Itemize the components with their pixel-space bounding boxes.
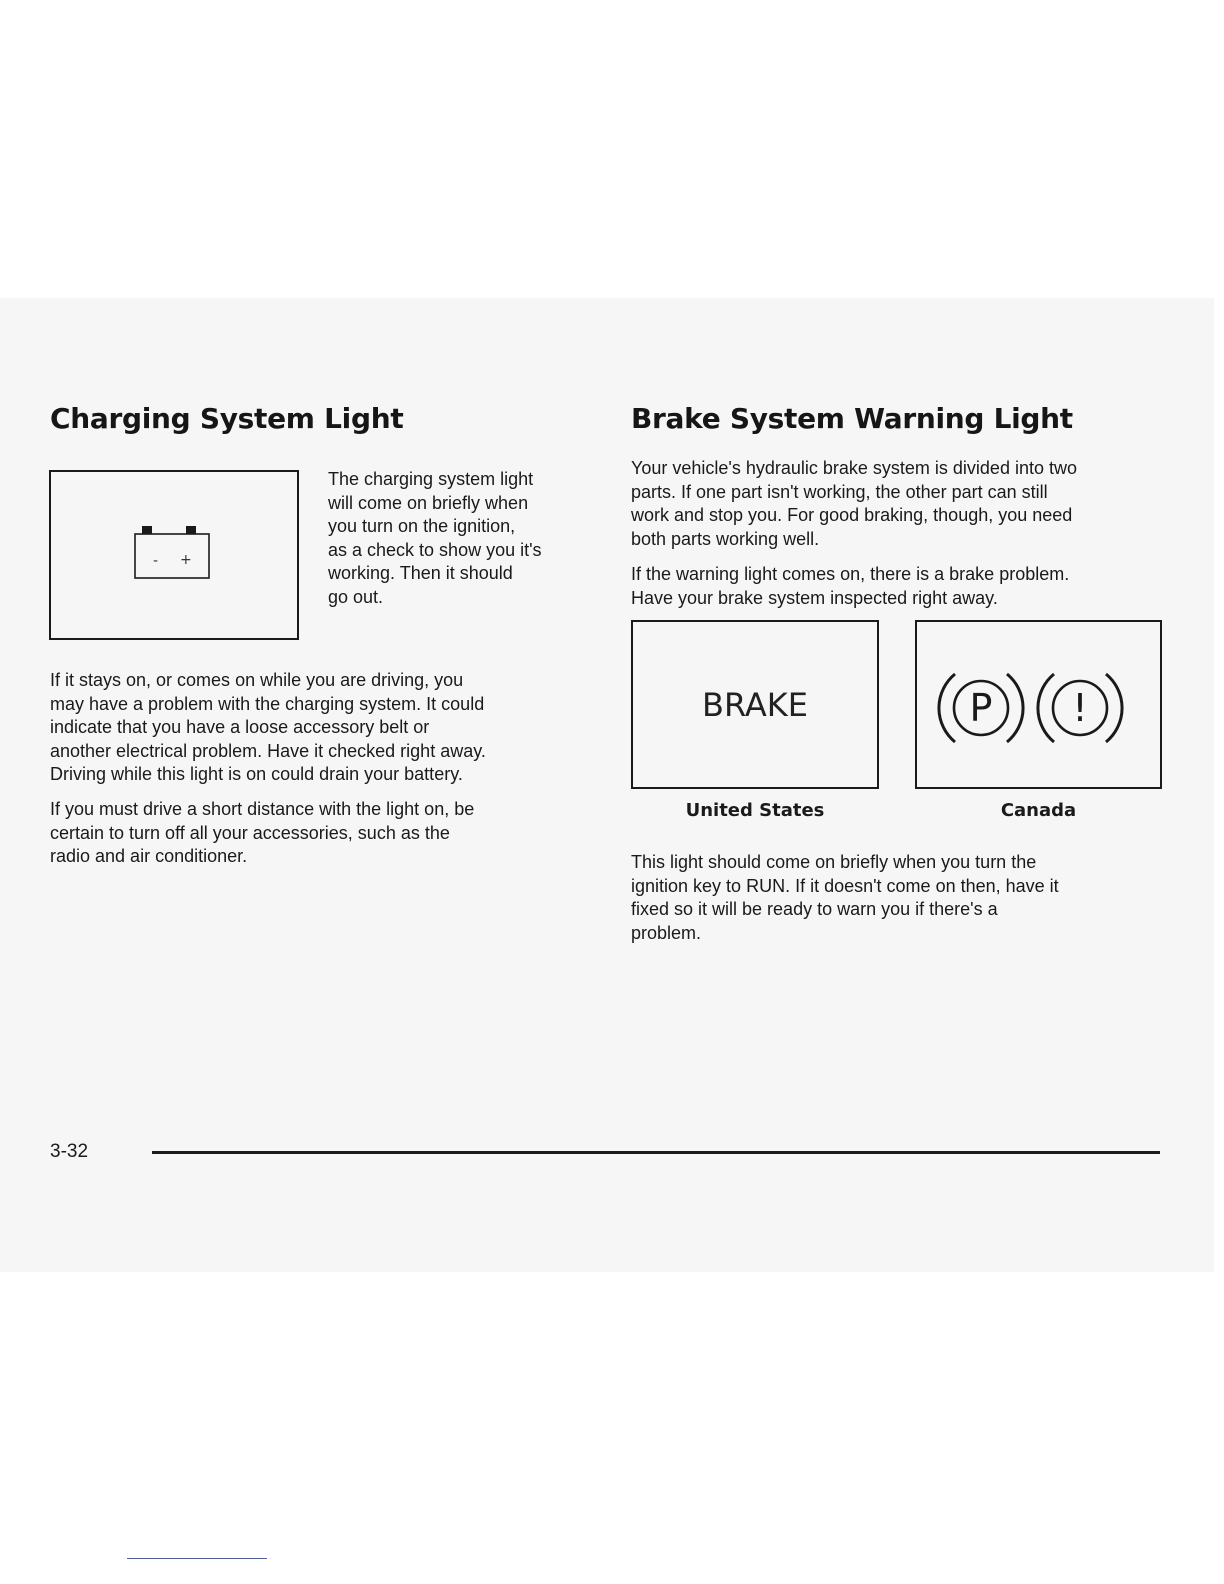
battery-icon [49, 470, 299, 640]
text-line: If the warning light comes on, there is a brake problem. [631, 564, 1070, 584]
page-number: 3-32 [50, 1141, 89, 1162]
parking-brake-icon [915, 620, 1162, 789]
text-line: work and stop you. For good braking, though, you need [631, 505, 1073, 525]
text-line: If it stays on, or comes on while you are driving, you [50, 670, 464, 690]
text-line: fixed so it will be ready to warn you if there's a [631, 899, 998, 919]
text-line: Driving while this light is on could drain your battery. [50, 764, 463, 784]
us-brake-symbol-box [631, 620, 879, 789]
brake-word-symbol: BRAKE [702, 685, 808, 724]
text-line: both parts working well. [631, 528, 820, 549]
text-line: certain to turn off all your accessories, such as the [50, 822, 450, 843]
battery-plus-sign: + [180, 552, 192, 568]
text-line: indicate that you have a loose accessory belt or [50, 717, 430, 737]
text-line: will come on briefly when [328, 492, 529, 513]
canada-caption: Canada [1000, 800, 1077, 821]
text-line: If you must drive a short distance with the light on, be [50, 799, 475, 819]
brake-system-heading: Brake System Warning Light [631, 402, 1073, 435]
charging-system-light-box [49, 470, 299, 640]
footer-rule [152, 1151, 1160, 1154]
text-line: you turn on the ignition, [328, 516, 516, 536]
text-line: may have a problem with the charging system. It could [50, 693, 485, 714]
text-line: Your vehicle's hydraulic brake system is divided into two [631, 458, 1077, 478]
text-line: The charging system light [328, 469, 534, 489]
canada-brake-symbol-box [915, 620, 1162, 789]
text-line: Have your brake system inspected right away. [631, 587, 998, 608]
charging-system-heading: Charging System Light [50, 402, 404, 435]
battery-minus-sign: - [153, 553, 159, 569]
parking-brake-letter: P [969, 686, 993, 730]
text-line: ignition key to RUN. If it doesn't come on then, have it [631, 875, 1059, 896]
underline-artifact [127, 1558, 267, 1559]
text-line: another electrical problem. Have it checked right away. [50, 740, 486, 761]
us-caption: United States [685, 800, 825, 821]
text-line: go out. [328, 586, 384, 607]
text-line: problem. [631, 922, 702, 943]
text-line: radio and air conditioner. [50, 846, 248, 866]
text-line: as a check to show you it's [328, 539, 542, 560]
exclamation-mark: ! [1072, 686, 1088, 730]
text-line: This light should come on briefly when you turn the [631, 852, 1037, 872]
text-line: working. Then it should [328, 563, 513, 583]
text-line: parts. If one part isn't working, the other part can still [631, 481, 1048, 502]
